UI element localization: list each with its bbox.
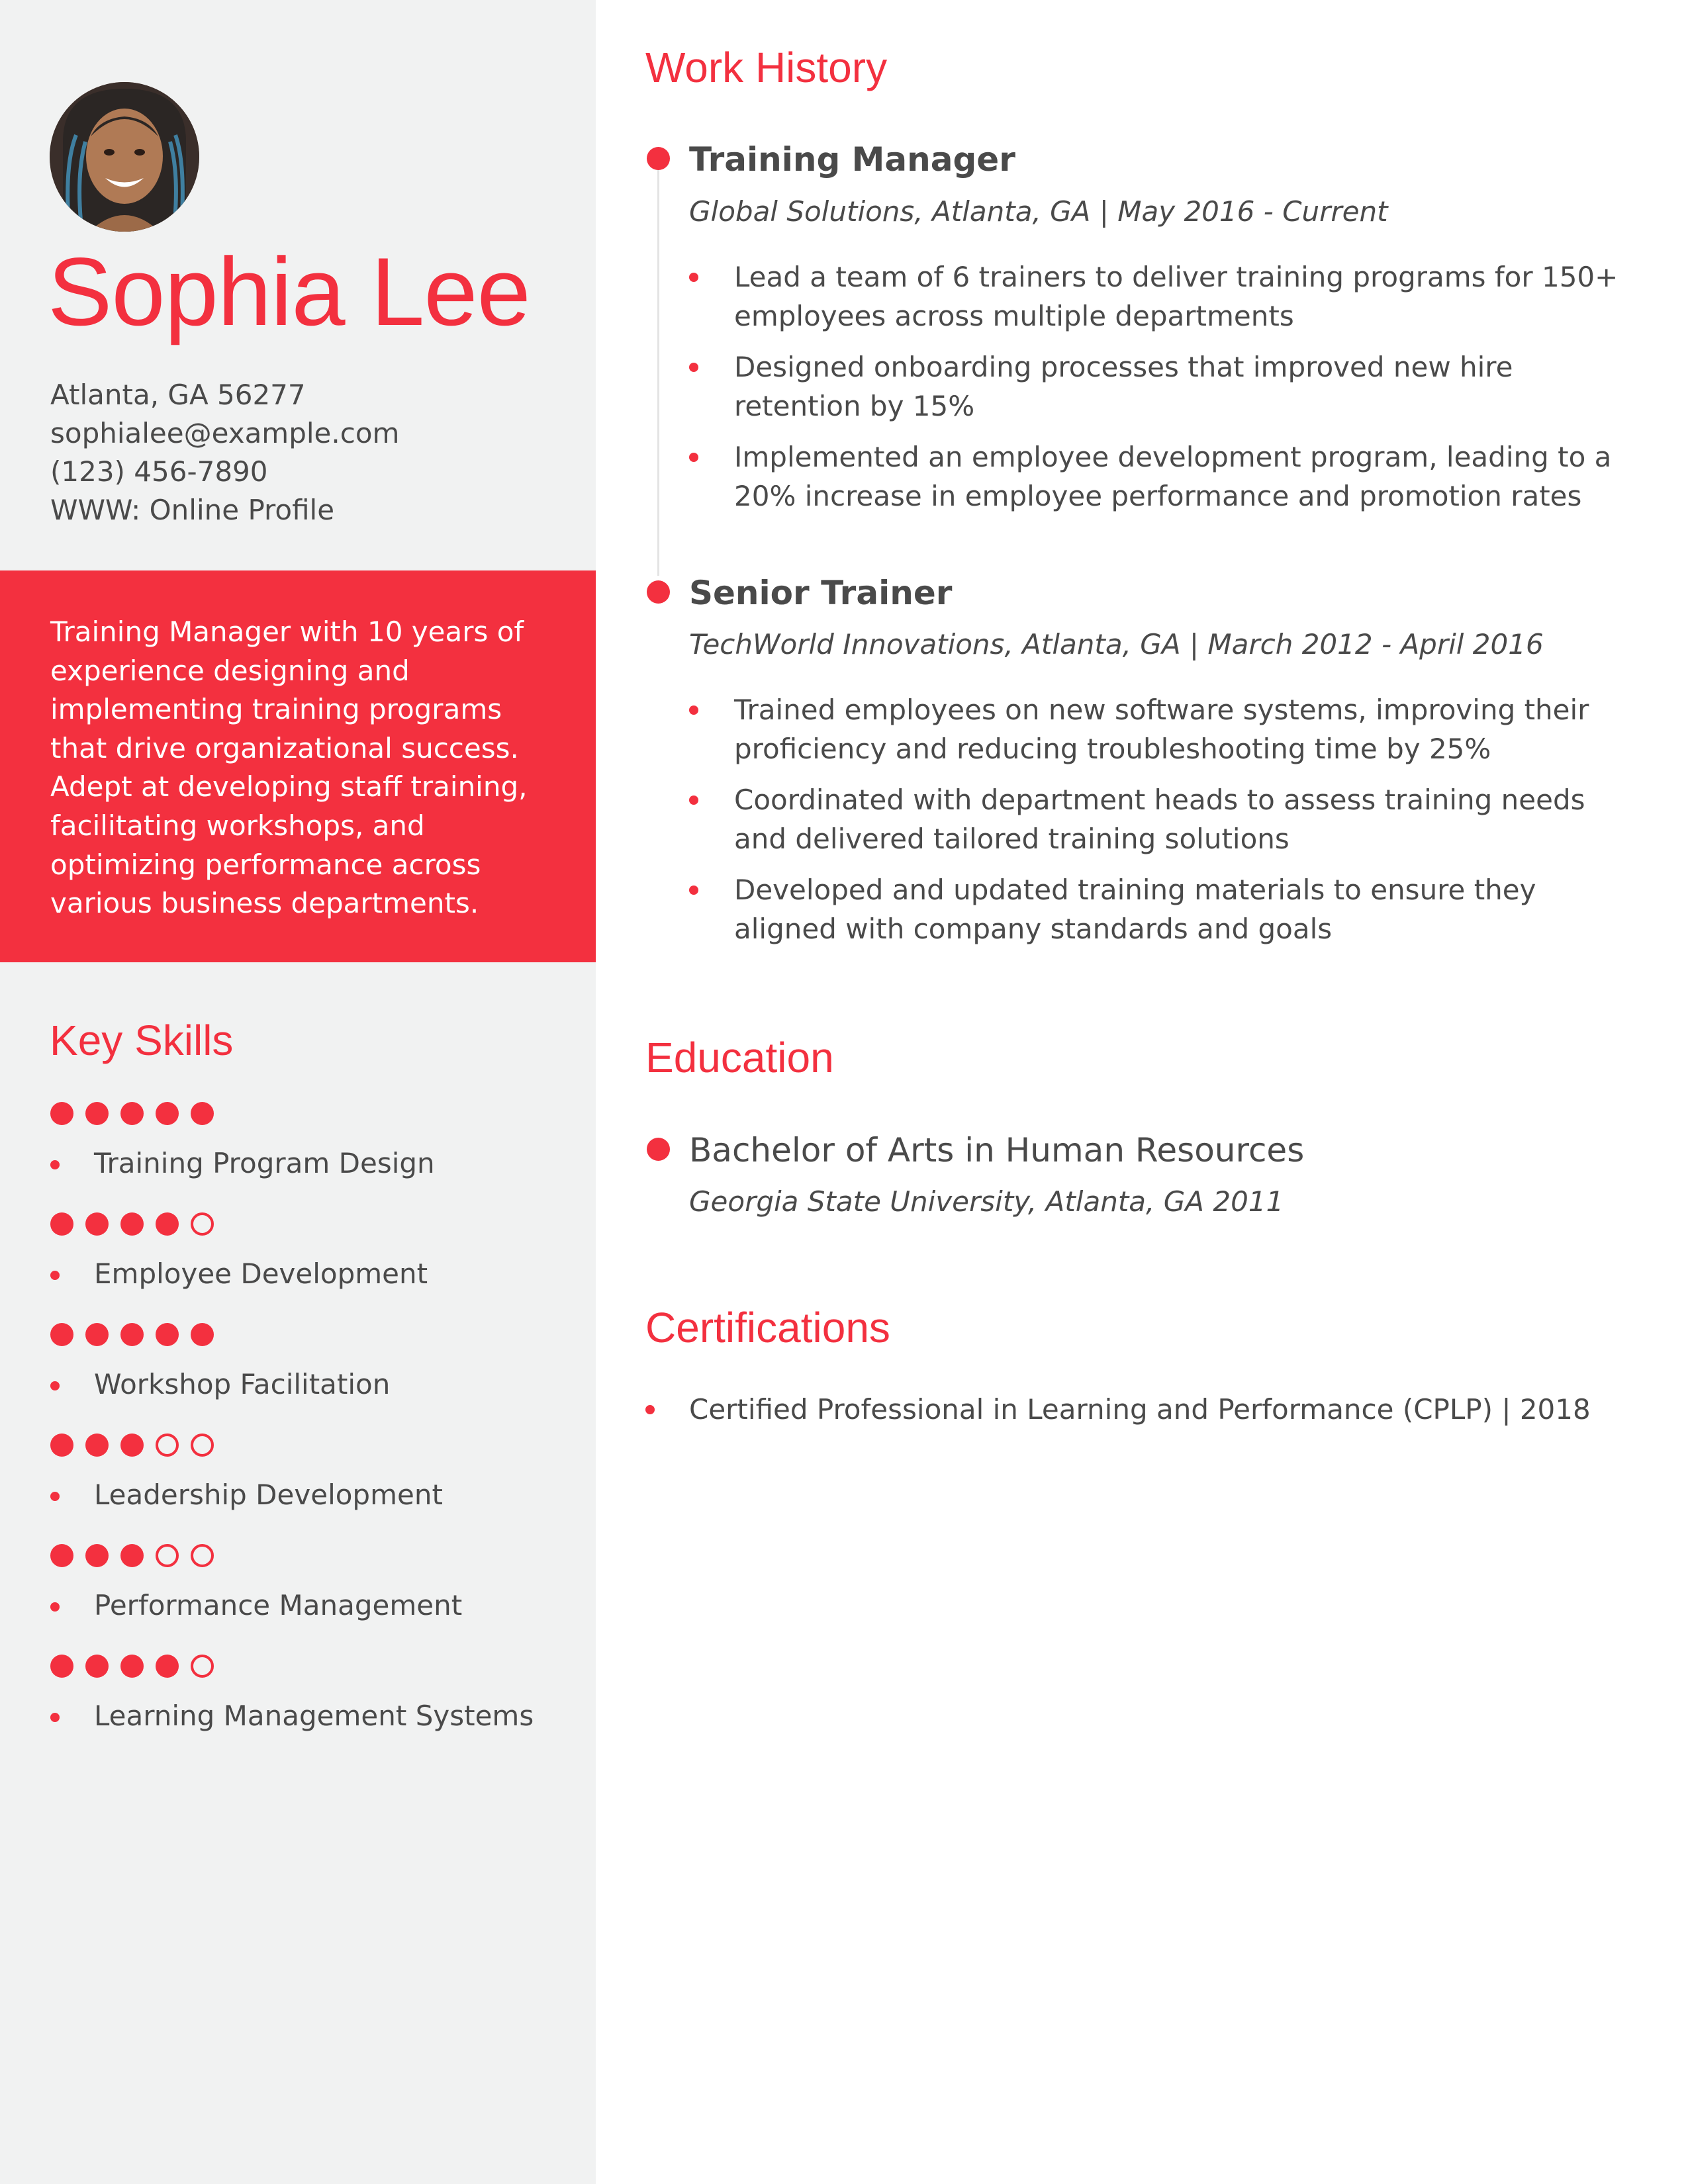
bullet-text: Trained employees on new software systems, improving their proficiency and reducing troubleshooting time by 25% [734,694,1589,765]
rating-dot-filled [120,1102,144,1125]
certifications-heading: Certifications [645,1304,890,1351]
timeline-line [657,159,659,576]
skill-name: Workshop Facilitation [94,1368,391,1400]
work-history-heading: Work History [645,44,888,91]
skill-row [50,1212,580,1323]
skill-name: Employee Development [94,1257,428,1290]
rating-dot-empty [191,1212,214,1236]
list-item [689,781,1642,858]
rating-dot-filled [85,1433,109,1457]
bullet-text: Designed onboarding processes that improved new hire retention by 15% [734,351,1513,422]
skill-name: Performance Management [94,1589,463,1621]
professional-summary: Training Manager with 10 years of experience designing and implementing training programs that drive organizational success. Adept at developing staff training, facilitating workshops, and optimizing performance across various business departments. [50,615,528,920]
timeline-dot [647,1138,670,1161]
timeline-dot [647,147,670,170]
education-meta: Georgia State University, Atlanta, GA 2011 [689,1185,1284,1218]
rating-dot-empty [191,1655,214,1678]
bullet-icon [689,796,698,805]
rating-dot-filled [85,1544,109,1567]
bullet-icon [50,1271,60,1280]
contact-website[interactable]: WWW: Online Profile [50,494,335,526]
job-title: Training Manager [689,140,1015,179]
bullet-icon [689,363,698,372]
rating-dot-filled [50,1544,73,1567]
rating-dot-filled [120,1212,144,1236]
bullet-icon [689,886,698,895]
rating-dot-filled [85,1323,109,1346]
list-item [689,871,1642,948]
bullet-icon [645,1405,655,1414]
bullet-icon [50,1713,60,1722]
rating-dot-filled [191,1323,214,1346]
rating-dot-filled [156,1212,179,1236]
rating-dot-filled [120,1433,144,1457]
job-meta: TechWorld Innovations, Atlanta, GA | March 2012 - April 2016 [689,628,1544,660]
bullet-icon [689,273,698,282]
rating-dot-filled [120,1655,144,1678]
bullet-icon [50,1160,60,1169]
rating-dot-filled [50,1102,73,1125]
list-item [689,258,1642,336]
skill-row [50,1102,580,1212]
rating-dot-empty [191,1544,214,1567]
rating-dot-filled [85,1212,109,1236]
education-degree: Bachelor of Arts in Human Resources [689,1131,1305,1169]
rating-dot-filled [50,1212,73,1236]
job-bullets [689,258,1642,529]
bullet-text: Coordinated with department heads to assess training needs and delivered tailored training solutions [734,784,1585,855]
skill-name: Training Program Design [94,1147,435,1179]
bullet-icon [50,1492,60,1501]
rating-dot-empty [191,1433,214,1457]
rating-dot-filled [120,1323,144,1346]
bullet-icon [50,1602,60,1612]
contact-phone[interactable]: (123) 456-7890 [50,455,268,488]
bullet-icon [689,453,698,462]
skill-row [50,1323,580,1433]
rating-dot-empty [156,1544,179,1567]
skill-row [50,1433,580,1544]
skill-row [50,1544,580,1655]
rating-dot-filled [120,1544,144,1567]
candidate-name: Sophia Lee [48,238,530,345]
rating-dot-filled [156,1655,179,1678]
skill-name: Learning Management Systems [94,1700,534,1732]
list-item [689,438,1642,516]
contact-email[interactable]: sophialee@example.com [50,417,400,449]
bullet-icon [50,1381,60,1390]
job-meta: Global Solutions, Atlanta, GA | May 2016 - Current [689,195,1388,228]
bullet-icon [689,705,698,715]
rating-dot-filled [156,1323,179,1346]
skill-name: Leadership Development [94,1479,443,1511]
rating-dot-filled [191,1102,214,1125]
list-item [689,691,1642,768]
timeline-dot [647,580,670,604]
list-item [689,348,1642,426]
education-heading: Education [645,1034,834,1081]
contact-info [50,376,580,529]
skill-row [50,1655,580,1765]
bullet-text: Developed and updated training materials to ensure they aligned with company standards and goals [734,874,1536,945]
bullet-text: Lead a team of 6 trainers to deliver training programs for 150+ employees across multiple departments [734,261,1618,332]
rating-dot-filled [50,1323,73,1346]
job-bullets [689,691,1642,962]
rating-dot-filled [156,1102,179,1125]
avatar-illustration [50,82,199,232]
job-title: Senior Trainer [689,574,953,612]
rating-dot-filled [85,1102,109,1125]
bullet-text: Implemented an employee development program, leading to a 20% increase in employee performance and promotion rates [734,441,1612,512]
contact-address: Atlanta, GA 56277 [50,379,306,411]
certification-item: Certified Professional in Learning and Performance (CPLP) | 2018 [689,1393,1591,1426]
rating-dot-empty [156,1433,179,1457]
rating-dot-filled [50,1655,73,1678]
key-skills-heading: Key Skills [50,1017,234,1064]
rating-dot-filled [85,1655,109,1678]
skills-list [50,1102,580,1765]
rating-dot-filled [50,1433,73,1457]
profile-photo [50,82,199,232]
